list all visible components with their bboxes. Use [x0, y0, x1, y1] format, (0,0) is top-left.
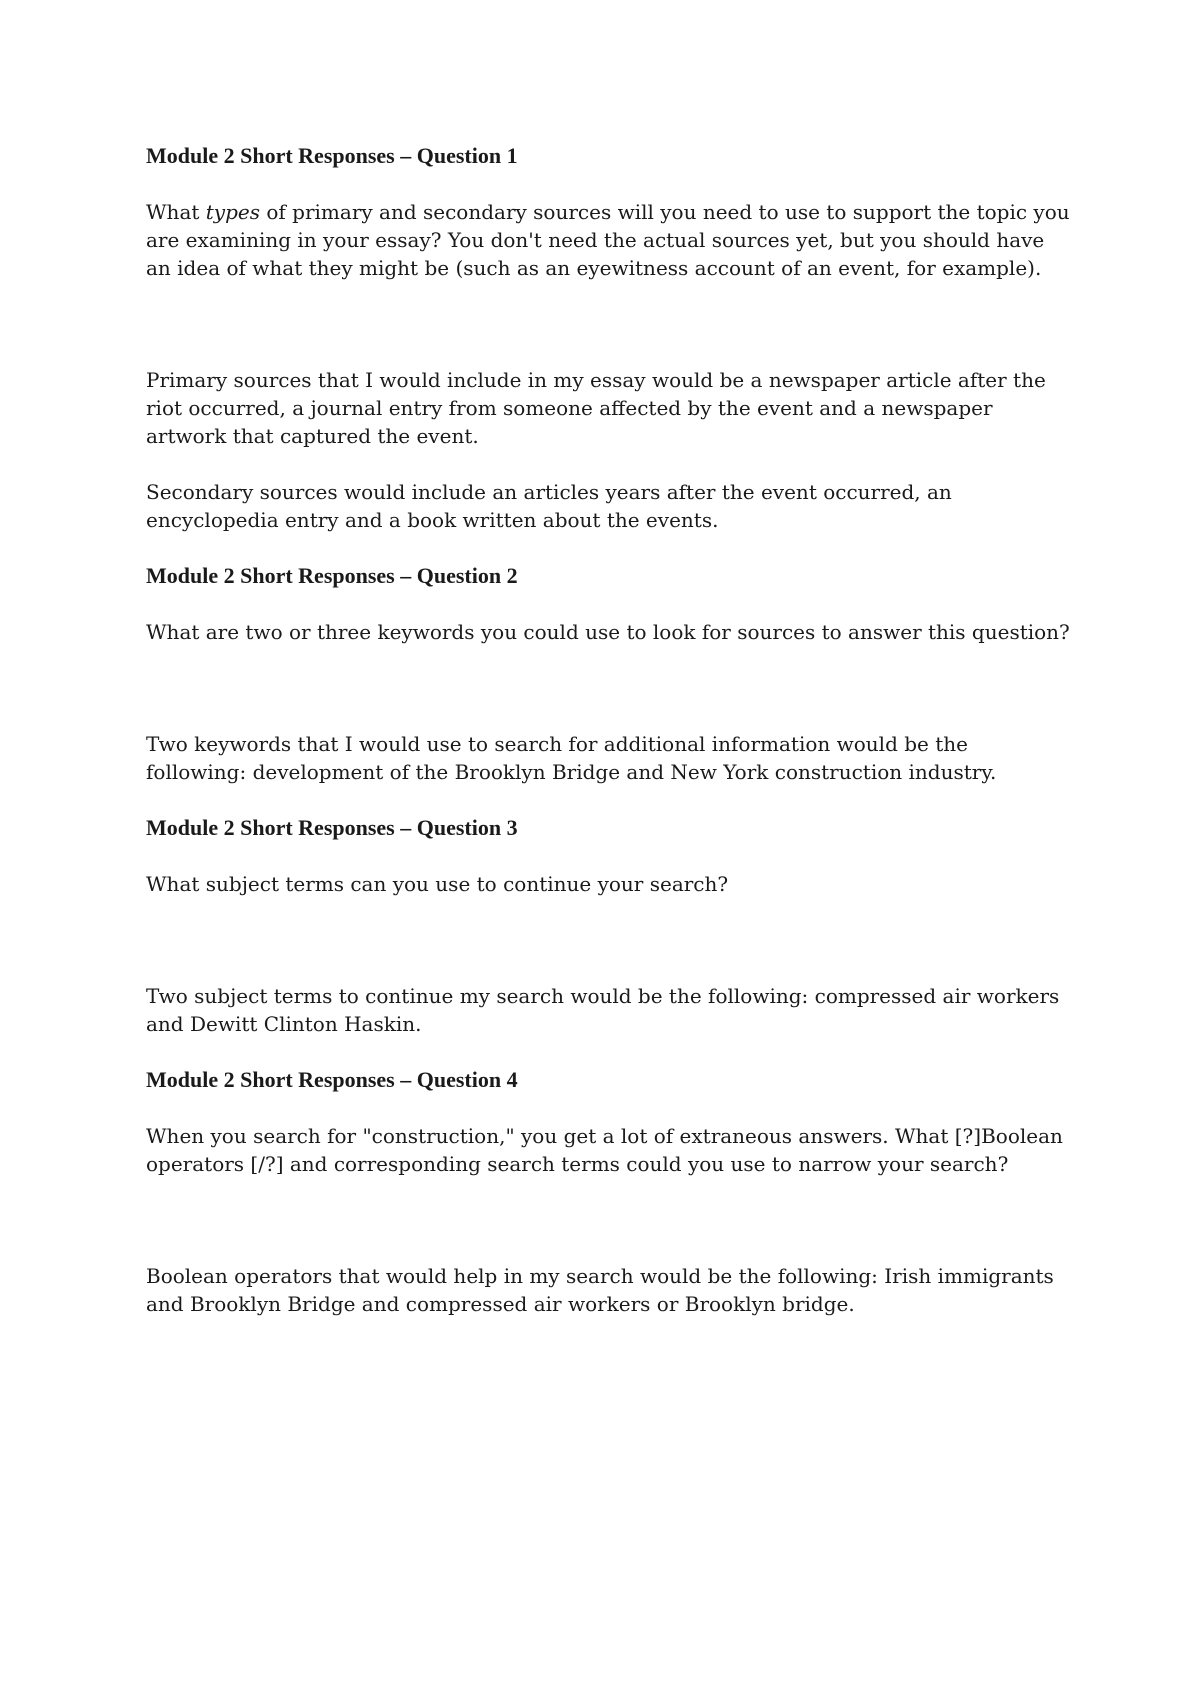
section-heading-q3: Module 2 Short Responses – Question 3 [146, 815, 518, 840]
answer-text-q1-secondary: Secondary sources would include an articles years after the event occurred, an encyclopedia entry and a book written about the events. [146, 480, 952, 532]
spacer [146, 310, 1071, 366]
section-heading-q4: Module 2 Short Responses – Question 4 [146, 1067, 518, 1092]
spacer [146, 926, 1071, 982]
question-text-q1: What types of primary and secondary sources will you need to use to support the topic you are examining in your essay? You don't need the actual sources yet, but you should have an idea of what they might be (such as an eyewitness account of an event, for example). [146, 200, 1070, 280]
spacer [146, 1206, 1071, 1262]
section-heading-q2: Module 2 Short Responses – Question 2 [146, 563, 518, 588]
question-text-q4: When you search for "construction," you get a lot of extraneous answers. What [?]Boolean operators [/?] and corresponding search terms could you use to narrow your search? [146, 1124, 1063, 1176]
section-heading-q1: Module 2 Short Responses – Question 1 [146, 143, 518, 168]
document-body [146, 142, 1071, 1346]
question-text-q2: What are two or three keywords you could use to look for sources to answer this question? [146, 620, 1070, 644]
emphasis-text: types [205, 200, 261, 224]
answer-text-q3: Two subject terms to continue my search would be the following: compressed air workers and Dewitt Clinton Haskin. [146, 984, 1060, 1036]
spacer [146, 674, 1071, 730]
answer-text-q1-primary: Primary sources that I would include in my essay would be a newspaper article after the riot occurred, a journal entry from someone affected by the event and a newspaper artwork that captured the event. [146, 368, 1046, 448]
answer-text-q4: Boolean operators that would help in my search would be the following: Irish immigrants and Brooklyn Bridge and compressed air workers or Brooklyn bridge. [146, 1264, 1054, 1316]
answer-text-q2: Two keywords that I would use to search for additional information would be the following: development of the Brooklyn Bridge and New York construction industry. [146, 732, 997, 784]
question-text-q3: What subject terms can you use to continue your search? [146, 872, 729, 896]
